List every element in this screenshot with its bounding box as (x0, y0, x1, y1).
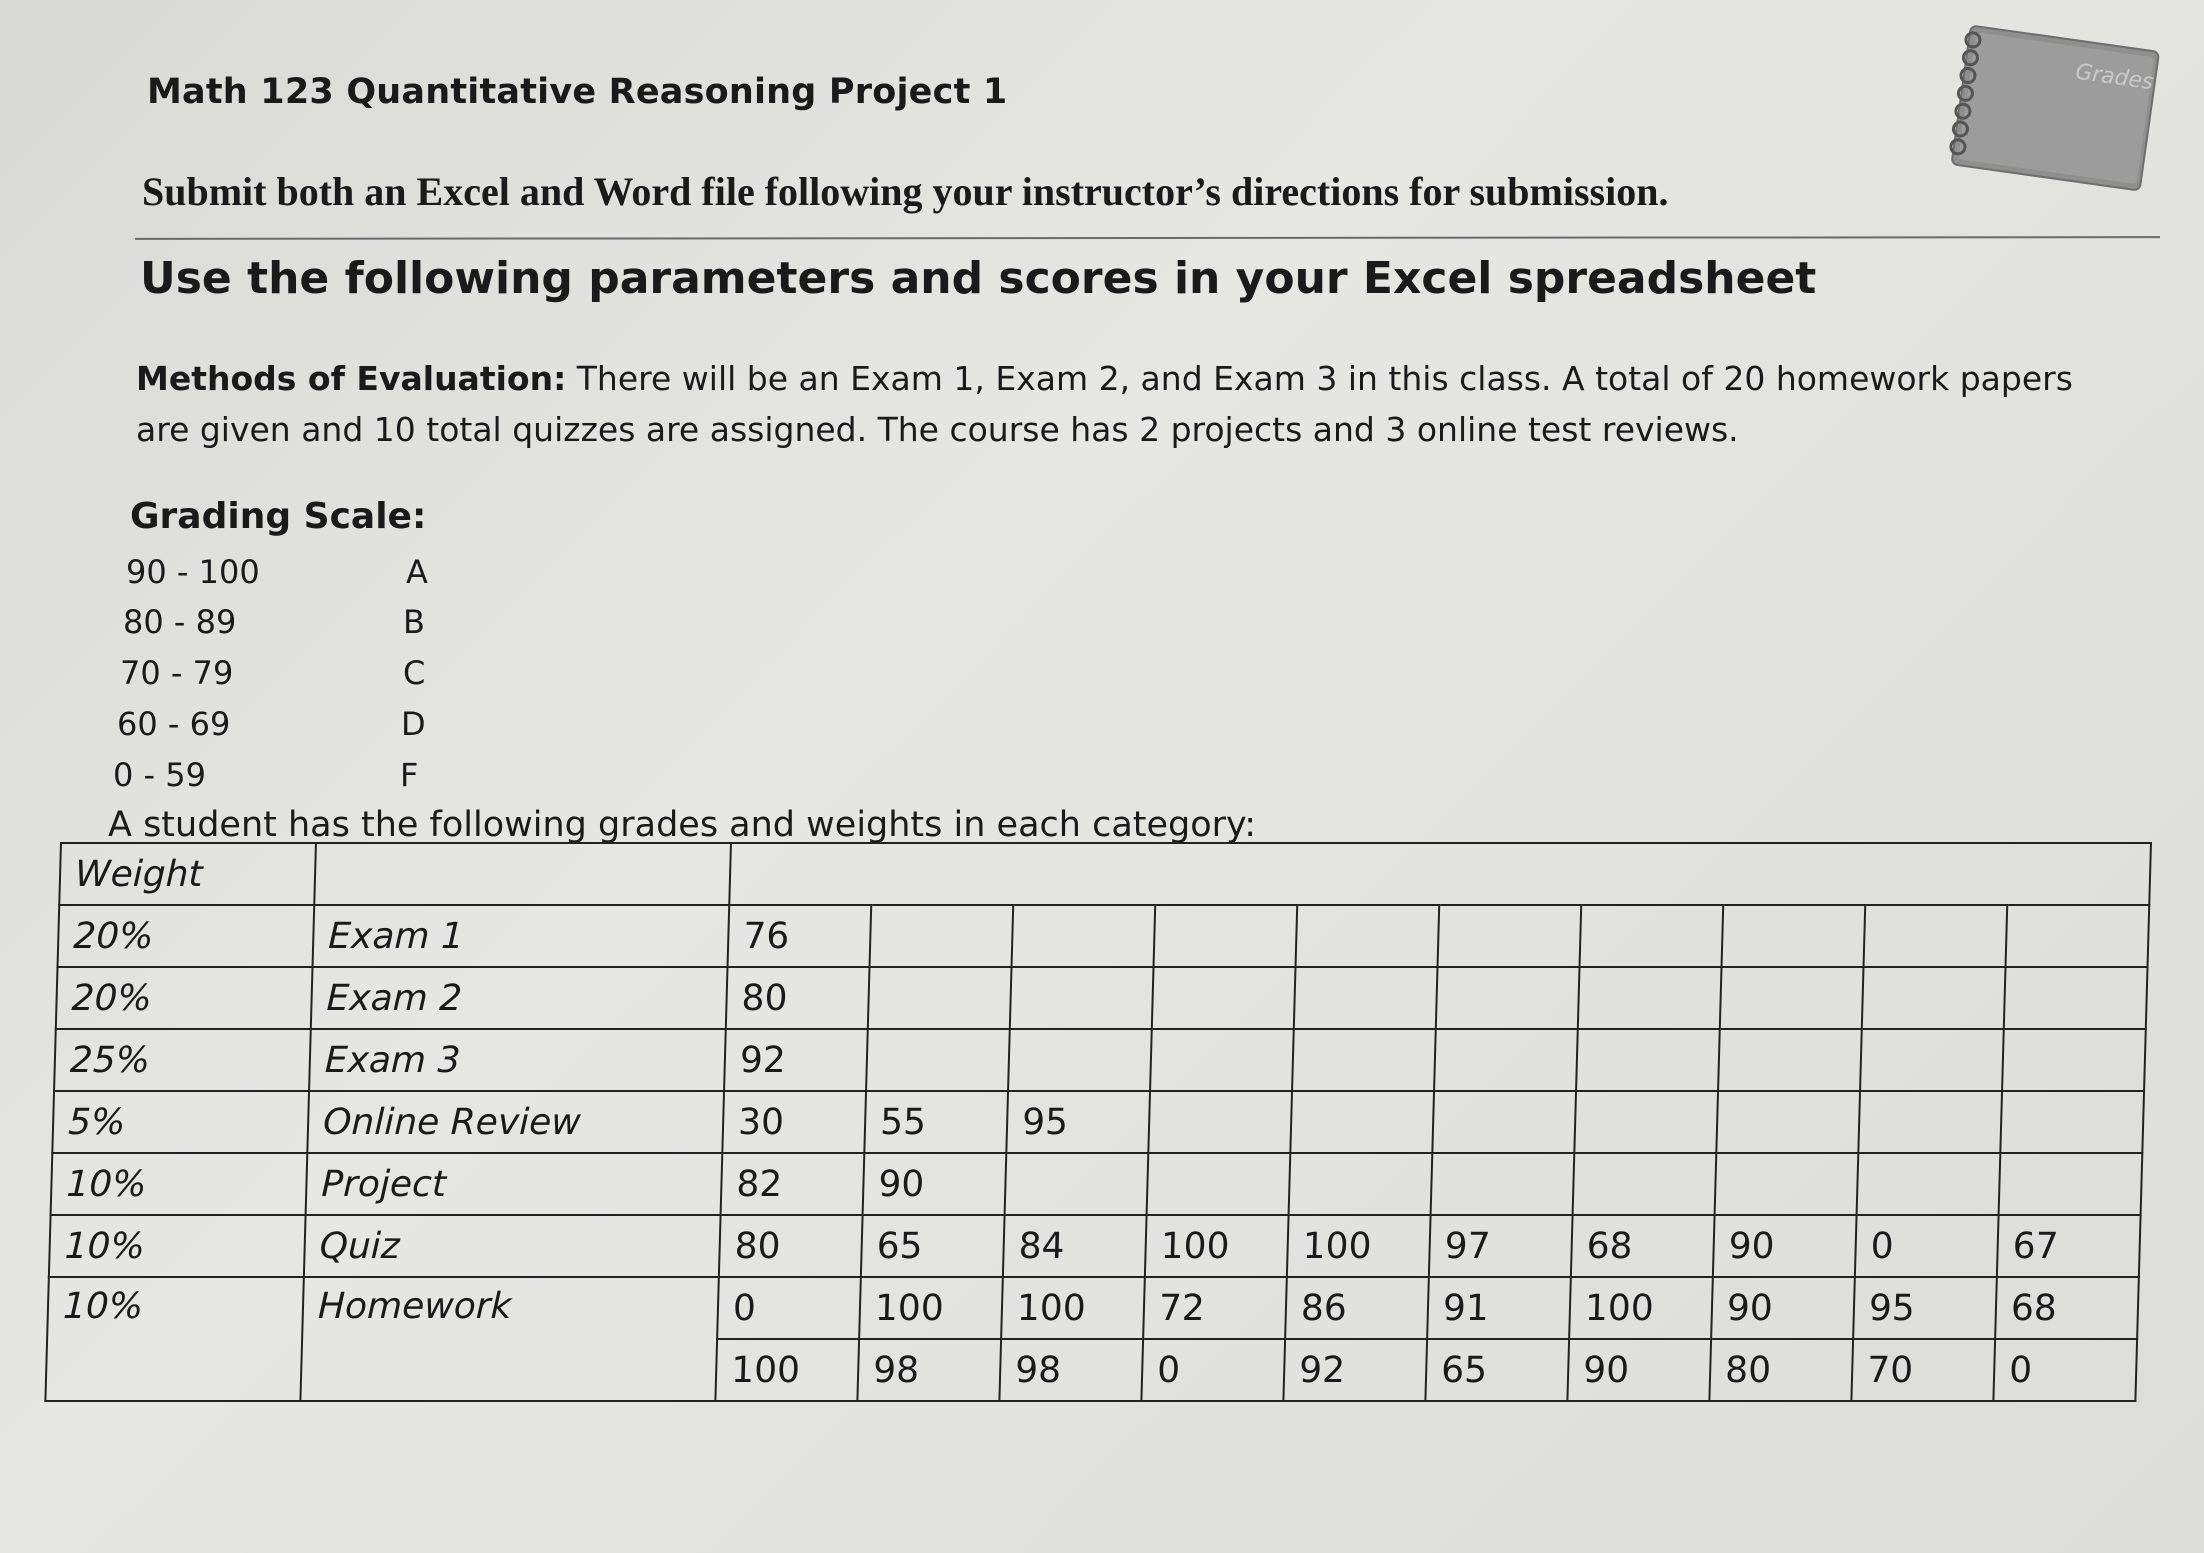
category-cell: Exam 2 (311, 967, 728, 1029)
score-cell: 100 (715, 1339, 859, 1401)
submit-instructions: Submit both an Excel and Word file following your instructor’s directions for submission. (142, 169, 1669, 214)
score-cell (1432, 1091, 1576, 1153)
score-cell (870, 905, 1014, 967)
score-cell (1438, 905, 1582, 967)
category-cell: Homework (300, 1277, 718, 1401)
score-cell: 98 (999, 1339, 1143, 1401)
score-cell: 100 (1001, 1277, 1145, 1339)
score-cell: 72 (1143, 1277, 1287, 1339)
score-cell (866, 1029, 1010, 1091)
score-cell: 0 (717, 1277, 861, 1339)
notebook-label: Grades (2073, 59, 2156, 96)
scale-range: 60 - 69 (117, 705, 231, 743)
score-cell: 100 (1145, 1215, 1289, 1277)
score-cell: 55 (864, 1091, 1008, 1153)
score-cell: 30 (722, 1091, 866, 1153)
score-cell: 70 (1851, 1339, 1995, 1401)
score-cell: 100 (859, 1277, 1003, 1339)
score-cell: 90 (1711, 1277, 1855, 1339)
scale-range: 0 - 59 (113, 756, 206, 794)
score-cell: 0 (1993, 1339, 2137, 1401)
score-cell (1722, 905, 1866, 967)
score-cell: 90 (863, 1153, 1007, 1215)
score-cell (1857, 1153, 2001, 1215)
score-cell: 0 (1855, 1215, 1999, 1277)
score-cell (1148, 1091, 1292, 1153)
table-row (54, 1029, 2146, 1091)
table-row (56, 967, 2148, 1029)
grading-scale-title: Grading Scale: (130, 496, 427, 537)
table-row (51, 1153, 2143, 1215)
score-cell (1436, 967, 1580, 1029)
score-cell: 80 (726, 967, 870, 1029)
table-row (49, 1215, 2141, 1277)
category-cell: Exam 1 (313, 905, 730, 967)
category-cell: Quiz (304, 1215, 721, 1277)
score-cell: 95 (1006, 1091, 1150, 1153)
score-cell (1574, 1091, 1718, 1153)
weight-cell: 20% (58, 905, 315, 967)
score-cell (1008, 1029, 1152, 1091)
scale-letter: A (406, 553, 428, 591)
score-cell: 100 (1287, 1215, 1431, 1277)
score-cell: 68 (1571, 1215, 1715, 1277)
table-row (47, 1277, 2139, 1339)
scale-range: 70 - 79 (120, 654, 234, 692)
score-cell (1580, 905, 1724, 967)
score-cell (1431, 1153, 1575, 1215)
category-cell: Online Review (307, 1091, 724, 1153)
score-cell: 92 (724, 1029, 868, 1091)
table-row (52, 1091, 2144, 1153)
score-cell: 76 (728, 905, 872, 967)
score-cell (1718, 1029, 1862, 1091)
score-cell (1858, 1091, 2002, 1153)
weight-cell: 10% (49, 1215, 306, 1277)
scale-letter: F (400, 756, 419, 794)
score-cell (1716, 1091, 1860, 1153)
score-cell: 92 (1283, 1339, 1427, 1401)
score-cell (1010, 967, 1154, 1029)
grades-table (44, 842, 2152, 1402)
scale-range: 90 - 100 (126, 553, 260, 591)
weight-cell: 10% (45, 1277, 303, 1401)
score-cell (1154, 905, 1298, 967)
score-cell (2002, 1029, 2146, 1091)
score-cell (1152, 967, 1296, 1029)
score-cell: 67 (1997, 1215, 2141, 1277)
table-header-row (59, 843, 2151, 905)
category-cell: Exam 3 (309, 1029, 726, 1091)
scale-letter: B (403, 603, 425, 641)
table-intro: A student has the following grades and weights in each category: (108, 805, 1257, 845)
score-cell: 80 (719, 1215, 863, 1277)
score-cell: 65 (1425, 1339, 1569, 1401)
score-cell (868, 967, 1012, 1029)
score-cell: 82 (721, 1153, 865, 1215)
weight-cell: 25% (54, 1029, 311, 1091)
grades-notebook-icon (1930, 18, 2180, 203)
score-cell (1573, 1153, 1717, 1215)
methods-paragraph (136, 353, 2136, 455)
blank-header-cell (314, 843, 731, 905)
score-cell (1862, 967, 2006, 1029)
score-cell (1296, 905, 1440, 967)
score-cell (2004, 967, 2148, 1029)
score-cell (1999, 1153, 2143, 1215)
section-heading: Use the following parameters and scores in your Excel spreadsheet (140, 253, 1817, 304)
score-cell (1292, 1029, 1436, 1091)
score-cell (2000, 1091, 2144, 1153)
score-cell: 65 (861, 1215, 1005, 1277)
score-cell (1860, 1029, 2004, 1091)
score-cell (1150, 1029, 1294, 1091)
score-cell (1720, 967, 1864, 1029)
scale-letter: C (403, 654, 426, 692)
score-cell (1289, 1153, 1433, 1215)
table-row (58, 905, 2150, 967)
score-cell: 91 (1427, 1277, 1571, 1339)
methods-text: There will be an Exam 1, Exam 2, and Exam 3 in this class. A total of 20 homework papers are given and 10 total quizzes are assigned. The course has 2 projects and 3 online test reviews. (136, 359, 2073, 449)
score-cell: 86 (1285, 1277, 1429, 1339)
score-cell: 68 (1995, 1277, 2139, 1339)
score-cell: 90 (1713, 1215, 1857, 1277)
score-cell (1576, 1029, 1720, 1091)
score-cell (1578, 967, 1722, 1029)
course-title: Math 123 Quantitative Reasoning Project 1 (147, 72, 1008, 112)
score-cell (1147, 1153, 1291, 1215)
score-cell: 98 (857, 1339, 1001, 1401)
score-cell: 0 (1141, 1339, 1285, 1401)
score-cell: 95 (1853, 1277, 1997, 1339)
score-cell: 100 (1569, 1277, 1713, 1339)
score-cell: 97 (1429, 1215, 1573, 1277)
weight-cell: 5% (52, 1091, 309, 1153)
weight-cell: 10% (51, 1153, 308, 1215)
weight-cell: 20% (56, 967, 313, 1029)
divider (135, 236, 2160, 240)
score-cell: 84 (1003, 1215, 1147, 1277)
methods-label: Methods of Evaluation: (136, 359, 567, 398)
score-cell (1005, 1153, 1149, 1215)
score-cell (2006, 905, 2150, 967)
weight-header: Weight (59, 843, 316, 905)
blank-header-cell (729, 843, 873, 905)
category-cell: Project (306, 1153, 723, 1215)
score-cell (1864, 905, 2008, 967)
score-cell (1290, 1091, 1434, 1153)
score-cell: 90 (1567, 1339, 1711, 1401)
score-cell (1434, 1029, 1578, 1091)
score-cell (1294, 967, 1438, 1029)
score-cell (1715, 1153, 1859, 1215)
scale-range: 80 - 89 (123, 603, 237, 641)
score-cell (1012, 905, 1156, 967)
scale-letter: D (401, 705, 426, 743)
score-cell: 80 (1709, 1339, 1853, 1401)
